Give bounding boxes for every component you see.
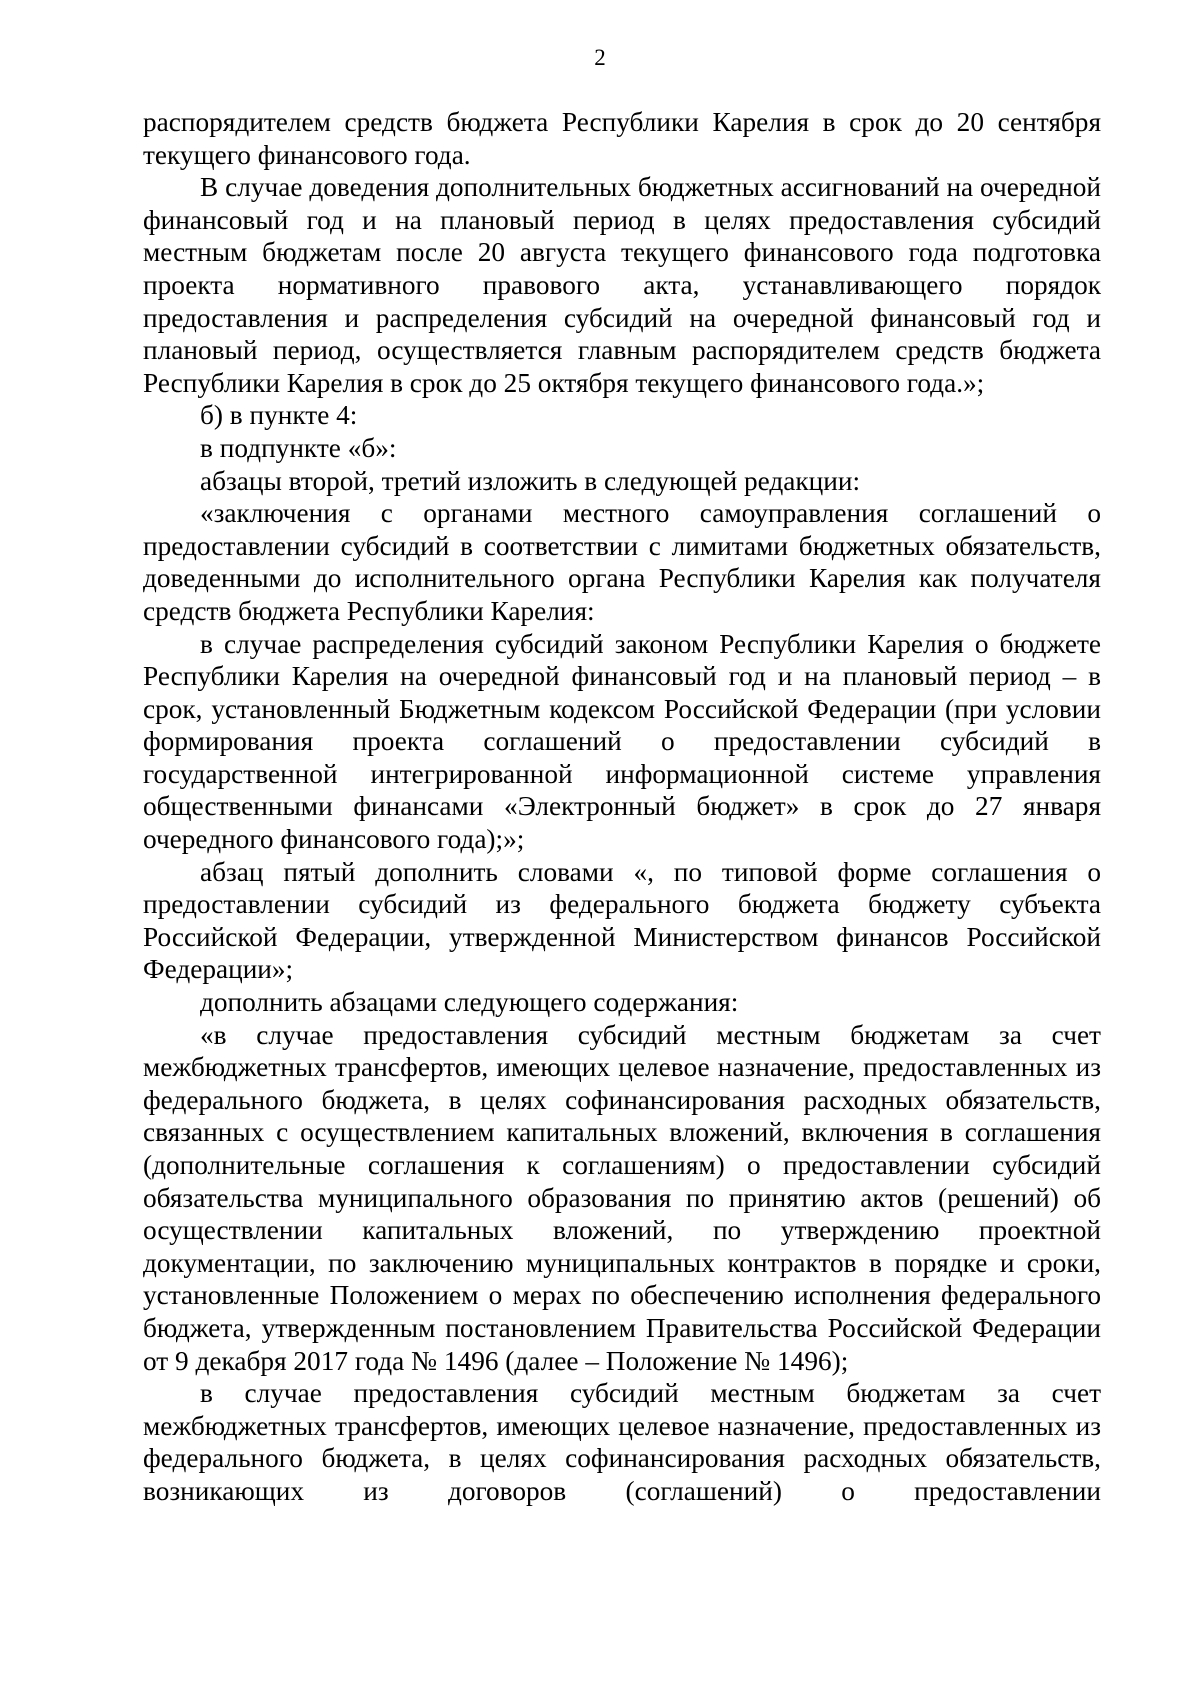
paragraph: дополнить абзацами следующего содержания:: [200, 987, 739, 1018]
page-number: 2: [594, 45, 606, 70]
paragraph: б) в пункте 4:: [200, 400, 358, 431]
paragraph: абзацы второй, третий изложить в следующей редакции:: [200, 465, 861, 496]
paragraph: «заключения с органами местного самоуправления соглашений о предоставлении субсидий в соответствии с лимитами бюджетных обязательств, доведенными до исполнительного органа Республики Карелия как получателя средств бюджета Республики Карелия:: [143, 498, 1101, 626]
paragraph: в случае распределения субсидий законом Республики Карелия о бюджете Республики Карелия на очередной финансовый год и на плановый период – в срок, установленный Бюджетным кодексом Российской Федерации (при условии формирования проекта соглашений о предоставлении субсидий в государственной интегрированной информационной системе управления общественными финансами «Электронный бюджет» в срок до 27 января очередного финансового года);»;: [143, 628, 1101, 855]
paragraph: распорядителем средств бюджета Республики Карелия в срок до 20 сентября текущего финансового года.: [143, 107, 1101, 170]
paragraph: В случае доведения дополнительных бюджетных ассигнований на очередной финансовый год и на плановый период в целях предоставления субсидий местным бюджетам после 20 августа текущего финансового года подготовка проекта нормативного правового акта, устанавливающего порядок предоставления и распределения субсидий на очередной финансовый год и плановый период, осуществляется главным распорядителем средств бюджета Республики Карелия в срок до 25 октября текущего финансового года.»;: [143, 172, 1101, 398]
paragraph: в подпункте «б»:: [200, 432, 397, 463]
paragraph: абзац пятый дополнить словами «, по типовой форме соглашения о предоставлении субсидий из федерального бюджета бюджету субъекта Российской Федерации, утвержденной Министерством финансов Российской Федерации»;: [143, 856, 1101, 985]
paragraph: в случае предоставления субсидий местным бюджетам за счет межбюджетных трансфертов, имеющих целевое назначение, предоставленных из федерального бюджета, в целях софинансирования расходных обязательств, возникающих из договоров (соглашений) о предоставлении: [143, 1378, 1101, 1506]
document-body: [143, 106, 1101, 1508]
paragraph: «в случае предоставления субсидий местным бюджетам за счет межбюджетных трансфертов, имеющих целевое назначение, предоставленных из федерального бюджета, в целях софинансирования расходных обязательств, связанных с осуществлением капитальных вложений, включения в соглашения (дополнительные соглашения к соглашениям) о предоставлении субсидий обязательства муниципального образования по принятию актов (решений) об осуществлении капитальных вложений, по утверждению проектной документации, по заключению муниципальных контрактов в порядке и сроки, установленные Положением о мерах по обеспечению исполнения федерального бюджета, утвержденным постановлением Правительства Российской Федерации от 9 декабря 2017 года № 1496 (далее – Положение № 1496);: [143, 1019, 1101, 1376]
